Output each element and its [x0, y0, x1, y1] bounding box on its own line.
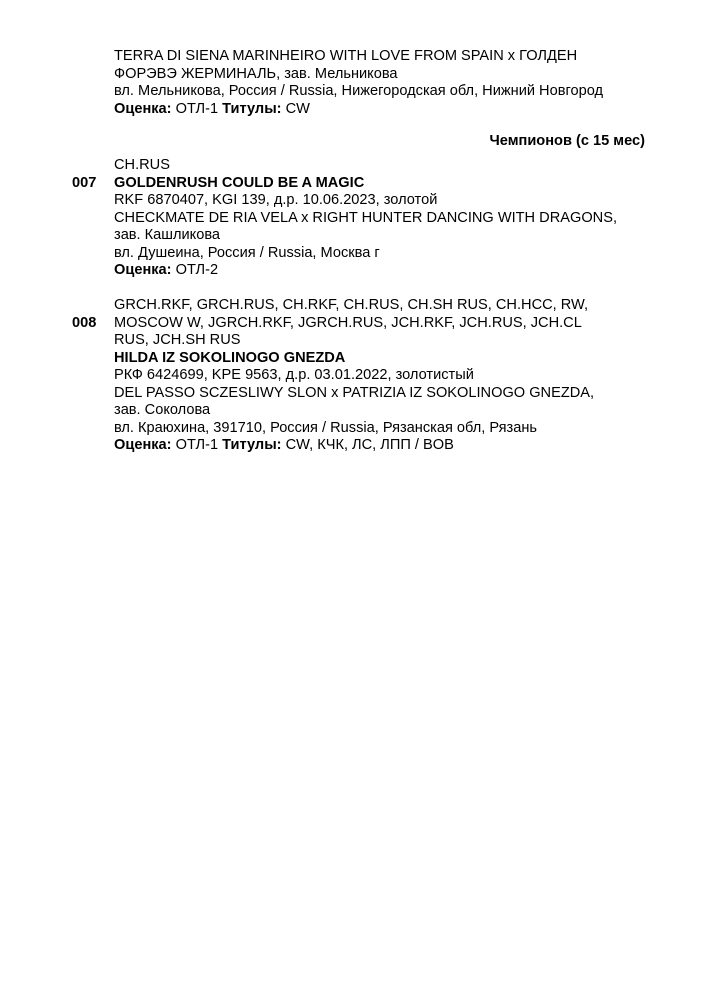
entry-007-grade-row: [114, 262, 674, 280]
section-heading: Чемпионов (с 15 мес): [489, 133, 645, 149]
entry-prev: [114, 48, 674, 118]
entry-008-owner: вл. Краюхина, 391710, Россия / Russia, Рязанская обл, Рязань: [114, 419, 537, 436]
entry-007-dog-name: GOLDENRUSH COULD BE A MAGIC: [114, 174, 365, 191]
grade-value: ОТЛ-1: [175, 437, 219, 453]
entry-008-titles-line2: MOSCOW W, JGRCH.RKF, JGRCH.RUS, JCH.RKF, JCH.RUS, JCH.CL: [114, 314, 582, 331]
entry-008: [114, 297, 674, 455]
grade-value: ОТЛ-2: [175, 262, 219, 278]
entry-007-number: 007: [72, 175, 97, 191]
entry-008-registration: РКФ 6424699, KPE 9563, д.р. 03.01.2022, золотистый: [114, 367, 474, 383]
entry-prev-owner: вл. Мельникова, Россия / Russia, Нижегородская обл, Нижний Новгород: [114, 83, 604, 99]
grade-label: Оценка:: [114, 437, 172, 453]
entry-007-parents-line2: зав. Кашликова: [114, 227, 221, 243]
entry-007-owner: вл. Душеина, Россия / Russia, Москва г: [114, 244, 380, 261]
entry-008-grade-row: [114, 437, 674, 455]
entry-prev-parents-line1: TERRA DI SIENA MARINHEIRO WITH LOVE FROM SPAIN x ГОЛДЕН: [114, 48, 578, 64]
titles-value: CW, КЧК, ЛС, ЛПП / BOB: [285, 437, 454, 453]
entry-008-parents-line2: зав. Соколова: [114, 402, 211, 418]
entry-prev-parents-line2: ФОРЭВЭ ЖЕРМИНАЛЬ, зав. Мельникова: [114, 65, 398, 82]
entry-008-titles-line1: GRCH.RKF, GRCH.RUS, CH.RKF, CH.RUS, CH.SH RUS, CH.HCC, RW,: [114, 297, 589, 313]
entry-007-parents-line1: CHECKMATE DE RIA VELA x RIGHT HUNTER DANCING WITH DRAGONS,: [114, 209, 617, 226]
grade-label: Оценка:: [114, 100, 172, 117]
entry-007: [114, 157, 674, 280]
entry-007-titles: CH.RUS: [114, 157, 170, 173]
entry-007-registration: RKF 6870407, KGI 139, д.р. 10.06.2023, золотой: [114, 192, 438, 208]
entry-008-dog-name: HILDA IZ SOKOLINOGO GNEZDA: [114, 349, 346, 366]
entry-008-titles-line3: RUS, JCH.SH RUS: [114, 332, 241, 348]
entry-008-number: 008: [72, 315, 97, 331]
grade-label: Оценка:: [114, 262, 172, 278]
titles-label: Титулы:: [222, 437, 282, 453]
entry-008-parents-line1: DEL PASSO SCZESLIWY SLON x PATRIZIA IZ SOKOLINOGO GNEZDA,: [114, 384, 595, 401]
titles-value: CW: [285, 100, 310, 117]
grade-value: ОТЛ-1: [175, 100, 219, 117]
titles-label: Титулы:: [222, 100, 282, 117]
entry-prev-grade-row: [114, 101, 674, 119]
